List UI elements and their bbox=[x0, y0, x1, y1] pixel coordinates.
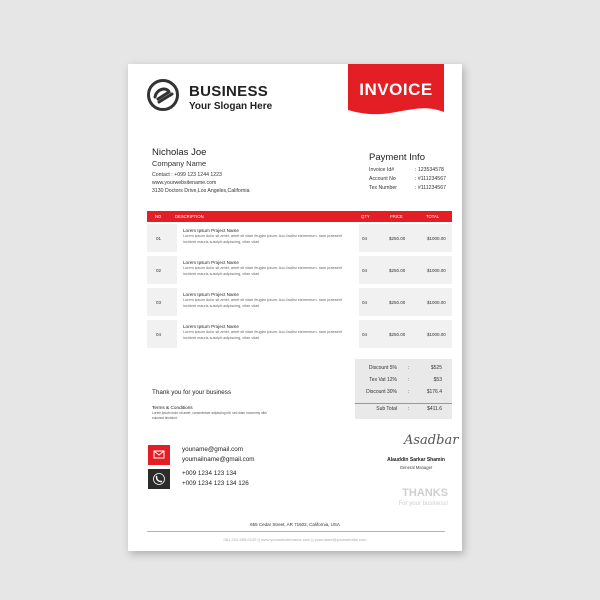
email-secondary: youmailname@gmail.com bbox=[182, 456, 255, 463]
thanks-note: Thank you for your business bbox=[152, 389, 232, 396]
client-company: Company Name bbox=[152, 159, 207, 168]
signature: Asadbar bbox=[404, 433, 459, 448]
payment-info-title: Payment Info bbox=[369, 152, 425, 163]
payment-row: Account No : #111234567 bbox=[369, 176, 446, 182]
subtotal-divider bbox=[355, 403, 452, 404]
footer-address: 655 Cedar Street, AR 71602, California, USA bbox=[250, 522, 340, 527]
table-row: 03 Lorem Ipsum Project Name Lorem ipsum dolor sit amet, amet sit vitae feugiat ipsum. Acu facilisi elementum, nam praesent incidunt mauris suscipit adipiscing, vitae vitae 04 $250.00 $1000.00 bbox=[147, 288, 452, 320]
footer-divider bbox=[147, 531, 445, 532]
business-logo-icon bbox=[147, 79, 179, 111]
header-price: PRICE bbox=[390, 214, 403, 219]
client-address: 3130 Doctors Drive,Los Angeles,California bbox=[152, 188, 250, 194]
closing-thanks: THANKS bbox=[402, 487, 448, 499]
table-row: 02 Lorem Ipsum Project Name Lorem ipsum dolor sit amet, amet sit vitae feugiat ipsum. Acu facilisi elementum, nam praesent incidunt mauris suscipit adipiscing, vitae vitae 04 $250.00 $1000.00 bbox=[147, 256, 452, 288]
phone-secondary: +009 1234 123 134 126 bbox=[182, 480, 249, 487]
header-qty: QTY bbox=[361, 214, 370, 219]
email-icon bbox=[148, 445, 170, 465]
signer-title: General Manager bbox=[399, 465, 433, 470]
brand-name: BUSINESS bbox=[189, 83, 269, 100]
invoice-title: INVOICE bbox=[359, 80, 433, 99]
footer-contacts: 081-202-555-0129 || www.yourwebsitename.com || yourname@yourwebsite.com bbox=[223, 537, 367, 542]
payment-row: Invoice Id# : 123534578 bbox=[369, 167, 444, 173]
header-total: TOTAL bbox=[426, 214, 440, 219]
email-primary: youname@gmail.com bbox=[182, 446, 243, 453]
terms-text: Lorem ipsum dolor sit amet, consectetuer adipiscing elit, sed diam nonummy nibh euismod tincidunt. bbox=[152, 411, 267, 420]
client-contact: Contact : +099 123 1244 1223 bbox=[152, 172, 222, 178]
client-website: www.yourwebsitename.com bbox=[152, 180, 217, 186]
signer-name: Alauddin Sarkar Shamin bbox=[387, 457, 445, 463]
invoice-page: BUSINESS Your Slogan Here INVOICE Nicholas Joe Company Name Contact : +099 123 1244 1223 www.yourwebsitename.com 3130 Doctors Drive,Los Angeles,California Payment Info Invoice Id# : 123534578 Account No : #111234567 Tex Number : #111234567 NO DESCRIPTION QTY PRICE TOTAL 01 Lorem Ipsum Project Name Lorem ipsum dolor sit amet, amet sit vitae feugiat ipsum. Acu facilisi elementum, nam praesent incidunt mauris suscipit adipiscing, vitae vitae 04 $250.00 $1000.00 02 Lorem Ipsum Project Name Lorem ipsum dolor sit amet, amet sit vitae feugiat ipsum. Acu facilisi elementum, nam praesent incidunt mauris suscipit adipiscing, vitae vitae 04 $250.00 $1000.00 03 Lorem Ipsum Project Name Lorem ipsum dolor sit amet, amet sit vitae feugiat ipsum. Acu facilisi elementum, nam praesent incidunt mauris suscipit adipiscing, vitae vitae 04 $250.00 $1000.00 04 Lorem Ipsum Project Name Lorem ipsum dolor sit amet, amet sit vitae feugiat ipsum. Acu facilisi elementum, nam praesent incidunt mauris suscipit adipiscing, vitae vitae 04 $250.00 $1000.00 Discount 5% : $525 Tex Vat 12% : $53 Discount 30% : $176.4 Sub Total : $411.6 Thank you for your business Terms & Conditions Lorem ipsum dolor sit amet, consectetuer adipiscing elit, sed diam nonummy nibh euismod tincidunt. youname@gmail.com youmailname@gmail.com +009 1234 123 134 +009 1234 123 134 126 Asadbar Alauddin Sarkar Shamin General Manager THANKS For your business! 655 Cedar Street, AR 71602, California, USA 081-202-555-0129 || www.yourwebsitename.com || yourname@yourwebsite.com bbox=[128, 64, 462, 551]
payment-row: Tex Number : #111234567 bbox=[369, 185, 446, 191]
header-no: NO bbox=[155, 214, 162, 219]
terms-title: Terms & Conditions bbox=[152, 405, 193, 410]
brand-slogan: Your Slogan Here bbox=[189, 101, 273, 112]
closing-subtext: For your business! bbox=[398, 501, 448, 507]
phone-primary: +009 1234 123 134 bbox=[182, 470, 237, 477]
header-description: DESCRIPTION bbox=[175, 214, 204, 219]
client-name: Nicholas Joe bbox=[152, 147, 207, 158]
table-row: 01 Lorem Ipsum Project Name Lorem ipsum dolor sit amet, amet sit vitae feugiat ipsum. Acu facilisi elementum, nam praesent incidunt mauris suscipit adipiscing, vitae vitae 04 $250.00 $1000.00 bbox=[147, 224, 452, 256]
phone-icon bbox=[148, 469, 170, 489]
table-row: 04 Lorem Ipsum Project Name Lorem ipsum dolor sit amet, amet sit vitae feugiat ipsum. Acu facilisi elementum, nam praesent incidunt mauris suscipit adipiscing, vitae vitae 04 $250.00 $1000.00 bbox=[147, 320, 452, 352]
